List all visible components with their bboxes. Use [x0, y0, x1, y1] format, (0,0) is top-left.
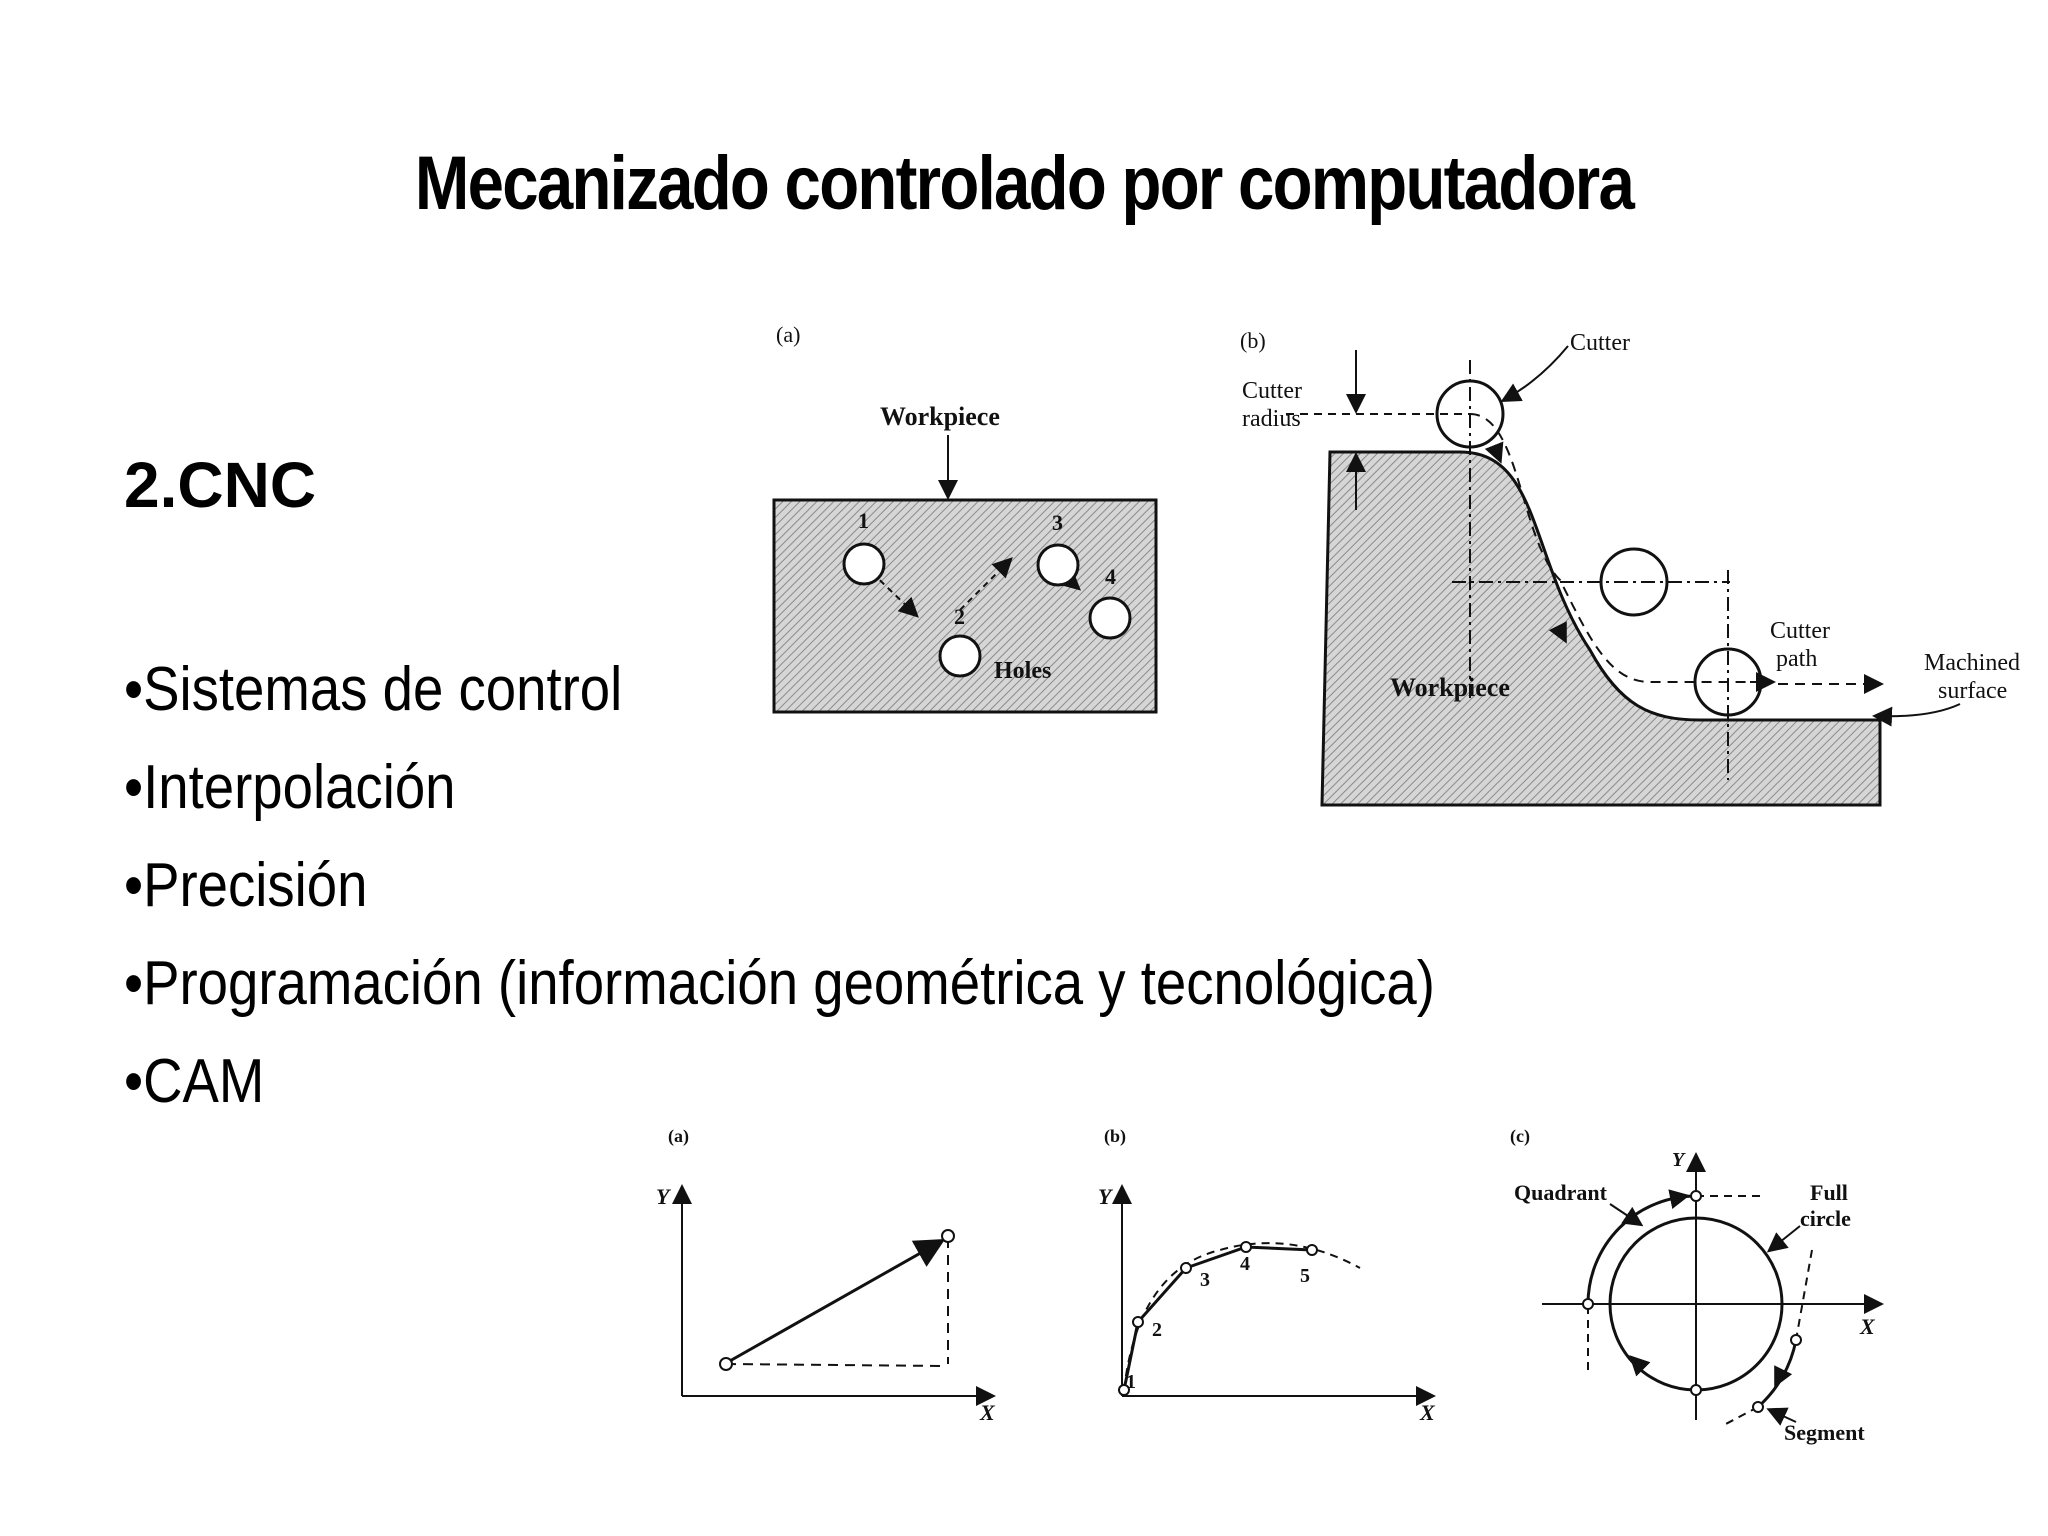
construction-line [1722, 1407, 1758, 1426]
point-number: 3 [1200, 1269, 1210, 1291]
hole-number: 3 [1052, 510, 1063, 535]
segment-pointer [1770, 1410, 1796, 1422]
arc-point [1691, 1385, 1701, 1395]
hole-number: 2 [954, 604, 965, 629]
arc-point [1753, 1402, 1763, 1412]
panel-tag: (c) [1510, 1126, 1530, 1146]
panel-tag: (b) [1240, 328, 1266, 353]
full-circle-pointer [1770, 1226, 1800, 1250]
path-arrow [1496, 450, 1500, 460]
y-axis-label: Y [1672, 1149, 1685, 1171]
holes-label: Holes [994, 658, 1052, 684]
point-number: 1 [1126, 1371, 1136, 1393]
arc-point [1691, 1191, 1701, 1201]
machined-surface-label: surface [1938, 678, 2008, 704]
hole [940, 636, 980, 676]
segment-label: Segment [1784, 1420, 1865, 1445]
panel-tag: (a) [668, 1126, 689, 1146]
workpiece-label: Workpiece [880, 402, 1000, 431]
bullet-item: •Precisión [124, 851, 368, 920]
cutter-label: Cutter [1570, 330, 1630, 356]
start-point [720, 1358, 732, 1370]
full-circle-label: circle [1800, 1206, 1851, 1231]
point-number: 4 [1240, 1253, 1250, 1275]
hole [844, 544, 884, 584]
quadrant-label: Quadrant [1514, 1180, 1607, 1205]
bullet-item: •CAM [124, 1047, 265, 1116]
construction-line [1796, 1250, 1812, 1340]
section-heading: 2.CNC [124, 449, 317, 521]
figure-linear-interpolation [640, 1120, 1010, 1440]
y-axis-label: Y [656, 1184, 670, 1209]
point-number: 5 [1300, 1265, 1310, 1287]
machined-surface-label: Machined [1924, 650, 2020, 676]
hole [1038, 545, 1078, 585]
surface-pointer [1876, 704, 1960, 716]
y-axis-label: Y [1098, 1184, 1112, 1209]
arc-point [1791, 1335, 1801, 1345]
x-axis-label: X [1860, 1314, 1875, 1339]
point-number: 2 [1152, 1319, 1162, 1341]
segment-point [1133, 1317, 1143, 1327]
arc-point [1583, 1299, 1593, 1309]
figure-circular-approximation [1080, 1120, 1440, 1440]
figure-circular-modes [1500, 1120, 1900, 1450]
hole-number: 1 [858, 508, 869, 533]
segment-point [1307, 1245, 1317, 1255]
cutter-radius-label: Cutter [1242, 378, 1302, 404]
bullet-item: •Programación (información geométrica y tecnológica) [124, 949, 1435, 1018]
panel-tag: (a) [776, 322, 801, 347]
workpiece-label: Workpiece [1390, 673, 1510, 702]
slide-title: Mecanizado controlado por computadora [414, 141, 1634, 226]
cutter-path-label: path [1776, 646, 1818, 672]
figure-contouring [1230, 320, 2030, 820]
segment-point [1181, 1263, 1191, 1273]
bullet-item: •Sistemas de control [124, 655, 623, 724]
figure-point-to-point [760, 320, 1180, 740]
end-point [942, 1230, 954, 1242]
cutter-pointer [1504, 346, 1568, 400]
interpolation-path [728, 1242, 940, 1362]
full-circle-label: Full [1810, 1180, 1848, 1205]
cutter-radius-label: radius [1242, 406, 1301, 432]
bullet-item: •Interpolación [124, 753, 456, 822]
panel-tag: (b) [1104, 1126, 1126, 1146]
quadrant-arc [1588, 1196, 1696, 1304]
x-component [726, 1364, 946, 1366]
hole [1090, 598, 1130, 638]
x-axis-label: X [980, 1400, 995, 1425]
cutter-path-label: Cutter [1770, 618, 1830, 644]
segment-arc [1758, 1340, 1796, 1407]
x-axis-label: X [1420, 1400, 1435, 1425]
segment-point [1241, 1242, 1251, 1252]
hole-number: 4 [1105, 564, 1116, 589]
